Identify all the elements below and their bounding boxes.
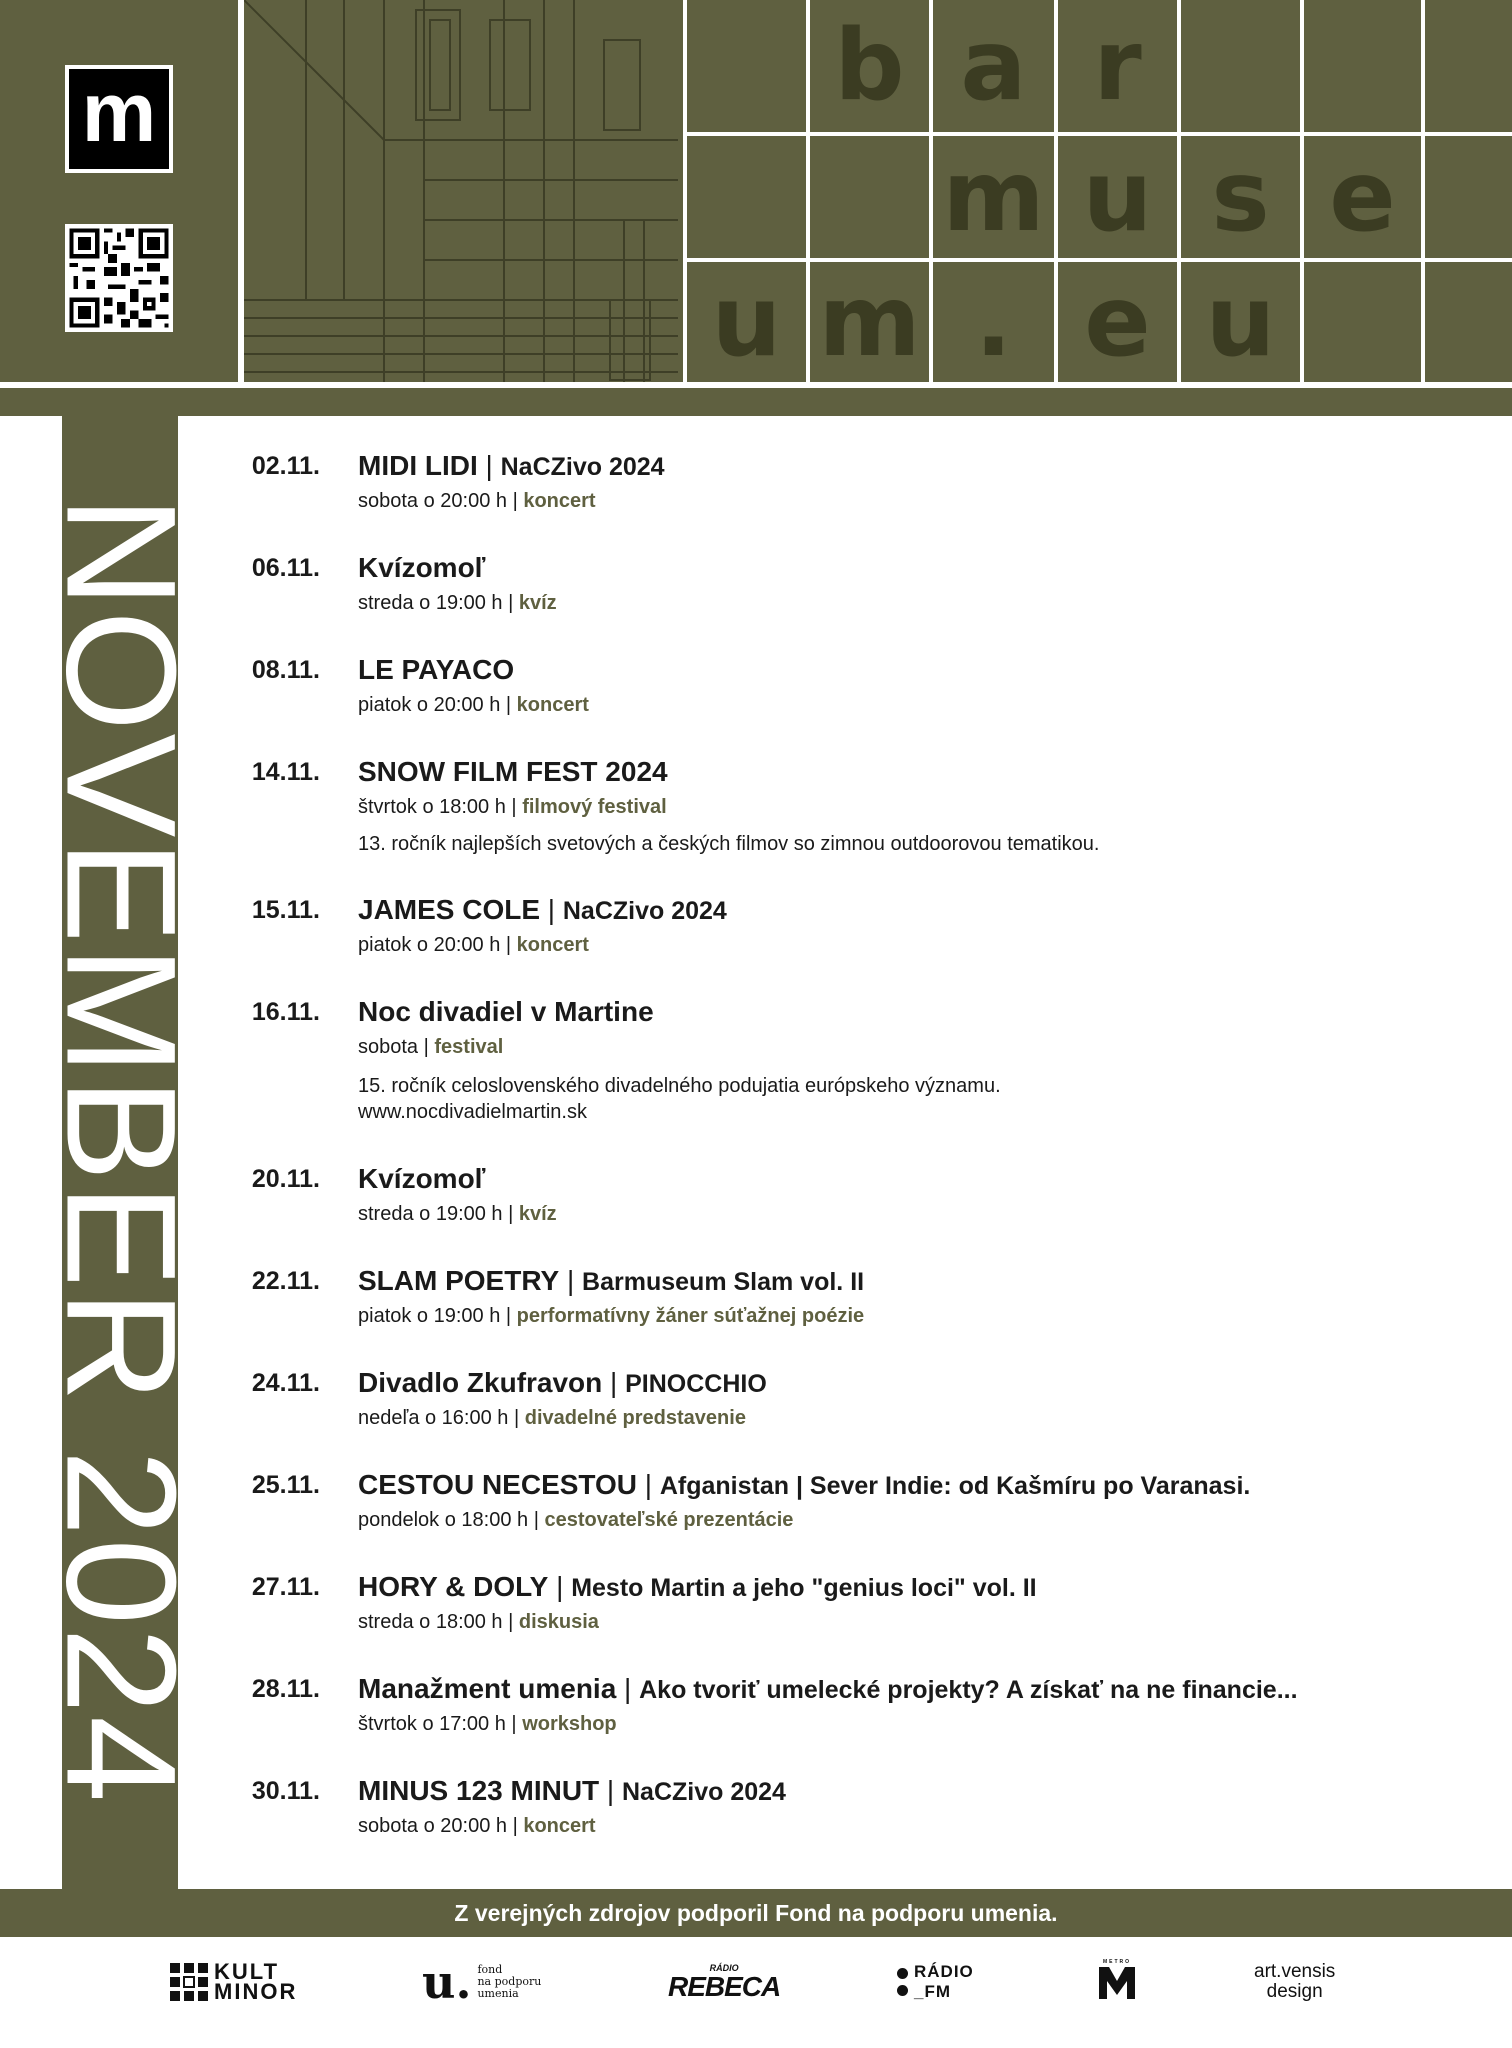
event-title: HORY & DOLY | Mesto Martin a jeho "genius loci" vol. II	[358, 1571, 1037, 1602]
event-meta: sobota o 20:00 h | koncert	[358, 490, 596, 512]
grid-cell-empty	[683, 132, 810, 262]
kult-minor-logo	[170, 1959, 297, 2005]
event-date: 24.11.	[251, 1369, 320, 1397]
rebeca-small: RÁDIO	[709, 1963, 739, 1973]
artvensis-line: design	[1266, 1981, 1323, 2002]
sponsor-logos	[0, 1937, 1512, 2048]
grid-cell-empty	[1421, 258, 1512, 386]
event-date: 30.11.	[251, 1777, 320, 1805]
grid-letter-text: u	[711, 265, 782, 379]
metro-small: METRO	[1102, 1959, 1132, 1965]
metro-logo	[1097, 1959, 1137, 2005]
grid-letter-u3	[1177, 258, 1304, 386]
event-category: diskusia	[518, 1611, 599, 1633]
event-date: 15.11.	[251, 896, 320, 924]
grid-cell-empty	[806, 132, 933, 262]
event-title: Kvízomoľ	[358, 1163, 486, 1194]
grid-cell-empty	[1421, 0, 1512, 136]
event-date: 25.11.	[251, 1471, 320, 1499]
event-title: Kvízomoľ	[358, 552, 486, 583]
event-meta: streda o 19:00 h | kvíz	[358, 592, 557, 614]
grid-letter-dot	[929, 258, 1058, 386]
event-date: 22.11.	[251, 1267, 320, 1295]
event-date: 28.11.	[251, 1675, 320, 1703]
grid-letter-text: s	[1211, 140, 1270, 254]
event-meta: sobota | festival	[358, 1036, 504, 1058]
event-date: 14.11.	[251, 758, 320, 786]
event-title: JAMES COLE | NaCZivo 2024	[358, 894, 727, 925]
event-title: Manažment umenia | Ako tvoriť umelecké projekty? A získať na ne financie...	[358, 1673, 1298, 1704]
qr-code-icon	[65, 224, 173, 332]
radio-fm-line: RÁDIO	[914, 1962, 974, 1981]
grid-letter-text: m	[942, 140, 1045, 254]
fond-logo	[422, 1955, 542, 2009]
support-text: Z verejných zdrojov podporil Fond na podporu umenia.	[454, 1899, 1058, 1926]
grid-letter-e	[1300, 132, 1425, 262]
event-meta: nedeľa o 16:00 h | divadelné predstavenie	[358, 1407, 746, 1429]
event-category: koncert	[516, 694, 589, 716]
radio-fm-text	[914, 1962, 974, 2002]
grid-cell-empty	[683, 0, 810, 136]
minor-line: MINOR	[214, 1979, 298, 2004]
support-banner	[0, 1889, 1512, 1937]
event-category: filmový festival	[522, 796, 667, 818]
fond-line: umenia	[477, 1987, 519, 2000]
grid-letter-text: a	[960, 9, 1027, 123]
radio-fm-dots	[897, 1968, 908, 1996]
event-meta: štvrtok o 18:00 h | filmový festival	[358, 796, 667, 818]
grid-letter-text: u	[1082, 140, 1153, 254]
event-date: 02.11.	[251, 452, 320, 480]
event-category: performatívny žáner súťažnej poézie	[516, 1305, 865, 1327]
event-category: koncert	[523, 490, 596, 512]
event-category: koncert	[523, 1815, 596, 1837]
event-description: 15. ročník celoslovenského divadelného podujatia európskeho významu.	[358, 1075, 1001, 1097]
grid-letter-s	[1177, 132, 1304, 262]
event-description: 13. ročník najlepších svetových a českých filmov so zimnou outdoorovou tematikou.	[358, 833, 1100, 855]
event-date: 08.11.	[251, 656, 320, 684]
event-category: kvíz	[518, 592, 557, 614]
grid-cell-empty	[1300, 0, 1425, 136]
logo-letter: m	[81, 65, 157, 159]
rebeca-big: REBECA	[668, 1971, 781, 2002]
event-meta: piatok o 20:00 h | koncert	[358, 934, 589, 956]
month-title: NOVEMBER 2024	[33, 495, 208, 1805]
event-title: SLAM POETRY | Barmuseum Slam vol. II	[358, 1265, 865, 1296]
fond-mark: u.	[422, 1955, 472, 2009]
event-meta: streda o 18:00 h | diskusia	[358, 1611, 599, 1633]
event-category: kvíz	[518, 1203, 557, 1225]
fond-text	[477, 1964, 541, 2000]
event-category: cestovateľské prezentácie	[544, 1509, 794, 1531]
event-title: SNOW FILM FEST 2024	[358, 756, 668, 787]
event-date: 06.11.	[251, 554, 320, 582]
event-category: workshop	[522, 1713, 617, 1735]
grid-letter-text: b	[834, 9, 905, 123]
grid-letter-b	[806, 0, 933, 136]
fond-line: na podporu	[477, 1975, 542, 1988]
grid-letter-text: e	[1329, 140, 1396, 254]
grid-cell-empty	[1300, 258, 1425, 386]
grid-letter-text: u	[1205, 265, 1276, 379]
event-date: 16.11.	[251, 998, 320, 1026]
grid-letter-text: e	[1084, 265, 1151, 379]
grid-cell-empty	[1421, 132, 1512, 262]
event-meta: piatok o 20:00 h | koncert	[358, 694, 589, 716]
event-meta: streda o 19:00 h | kvíz	[358, 1203, 557, 1225]
grid-letter-text: .	[974, 265, 1013, 379]
metro-m-icon	[1097, 1965, 1137, 2001]
event-title: LE PAYACO	[358, 654, 515, 685]
event-meta: štvrtok o 17:00 h | workshop	[358, 1713, 617, 1735]
event-title: Noc divadiel v Martine	[358, 996, 654, 1027]
grid-letter-a	[929, 0, 1058, 136]
grid-letter-text: r	[1093, 9, 1142, 123]
event-category: divadelné predstavenie	[524, 1407, 746, 1429]
grid-letter-e2	[1054, 258, 1181, 386]
radio-fm-line: _FM	[914, 1982, 951, 2001]
fond-line: fond	[477, 1963, 503, 1976]
grid-letter-text: m	[818, 265, 921, 379]
event-date: 27.11.	[251, 1573, 320, 1601]
event-title: CESTOU NECESTOU | Afganistan | Sever Indie: od Kašmíru po Varanasi.	[358, 1469, 1251, 1500]
building-illustration	[244, 0, 678, 382]
event-title: Divadlo Zkufravon | PINOCCHIO	[358, 1367, 767, 1398]
grid-letter-u	[1054, 132, 1181, 262]
artvensis-logo	[1254, 1959, 1335, 2005]
grid-letter-m	[929, 132, 1058, 262]
kult-minor-text	[214, 1959, 298, 2004]
event-date: 20.11.	[251, 1165, 320, 1193]
event-website[interactable]: www.nocdivadielmartin.sk	[358, 1101, 587, 1123]
event-category: koncert	[516, 934, 589, 956]
header-band	[0, 388, 1512, 416]
grid-letter-m2	[806, 258, 933, 386]
letter-grid-cells	[683, 0, 1512, 382]
grid-letter-u2	[683, 258, 810, 386]
grid-cell-empty	[1177, 0, 1304, 136]
radio-rebeca-logo	[668, 1959, 780, 2005]
event-meta: piatok o 19:00 h | performatívny žáner súťažnej poézie	[358, 1305, 865, 1327]
radio-fm-logo	[897, 1959, 974, 2005]
grid-letter-r	[1054, 0, 1181, 136]
event-category: festival	[434, 1036, 504, 1058]
event-title: MINUS 123 MINUT | NaCZivo 2024	[358, 1775, 786, 1806]
museum-logo	[65, 65, 173, 173]
event-meta: sobota o 20:00 h | koncert	[358, 1815, 596, 1837]
kult-minor-icon	[170, 1963, 208, 2001]
event-meta: pondelok o 18:00 h | cestovateľské prezentácie	[358, 1509, 794, 1531]
artvensis-line: art.vensis	[1254, 1961, 1336, 1982]
kult-line: KULT	[214, 1959, 280, 1984]
event-title: MIDI LIDI | NaCZivo 2024	[358, 450, 665, 481]
